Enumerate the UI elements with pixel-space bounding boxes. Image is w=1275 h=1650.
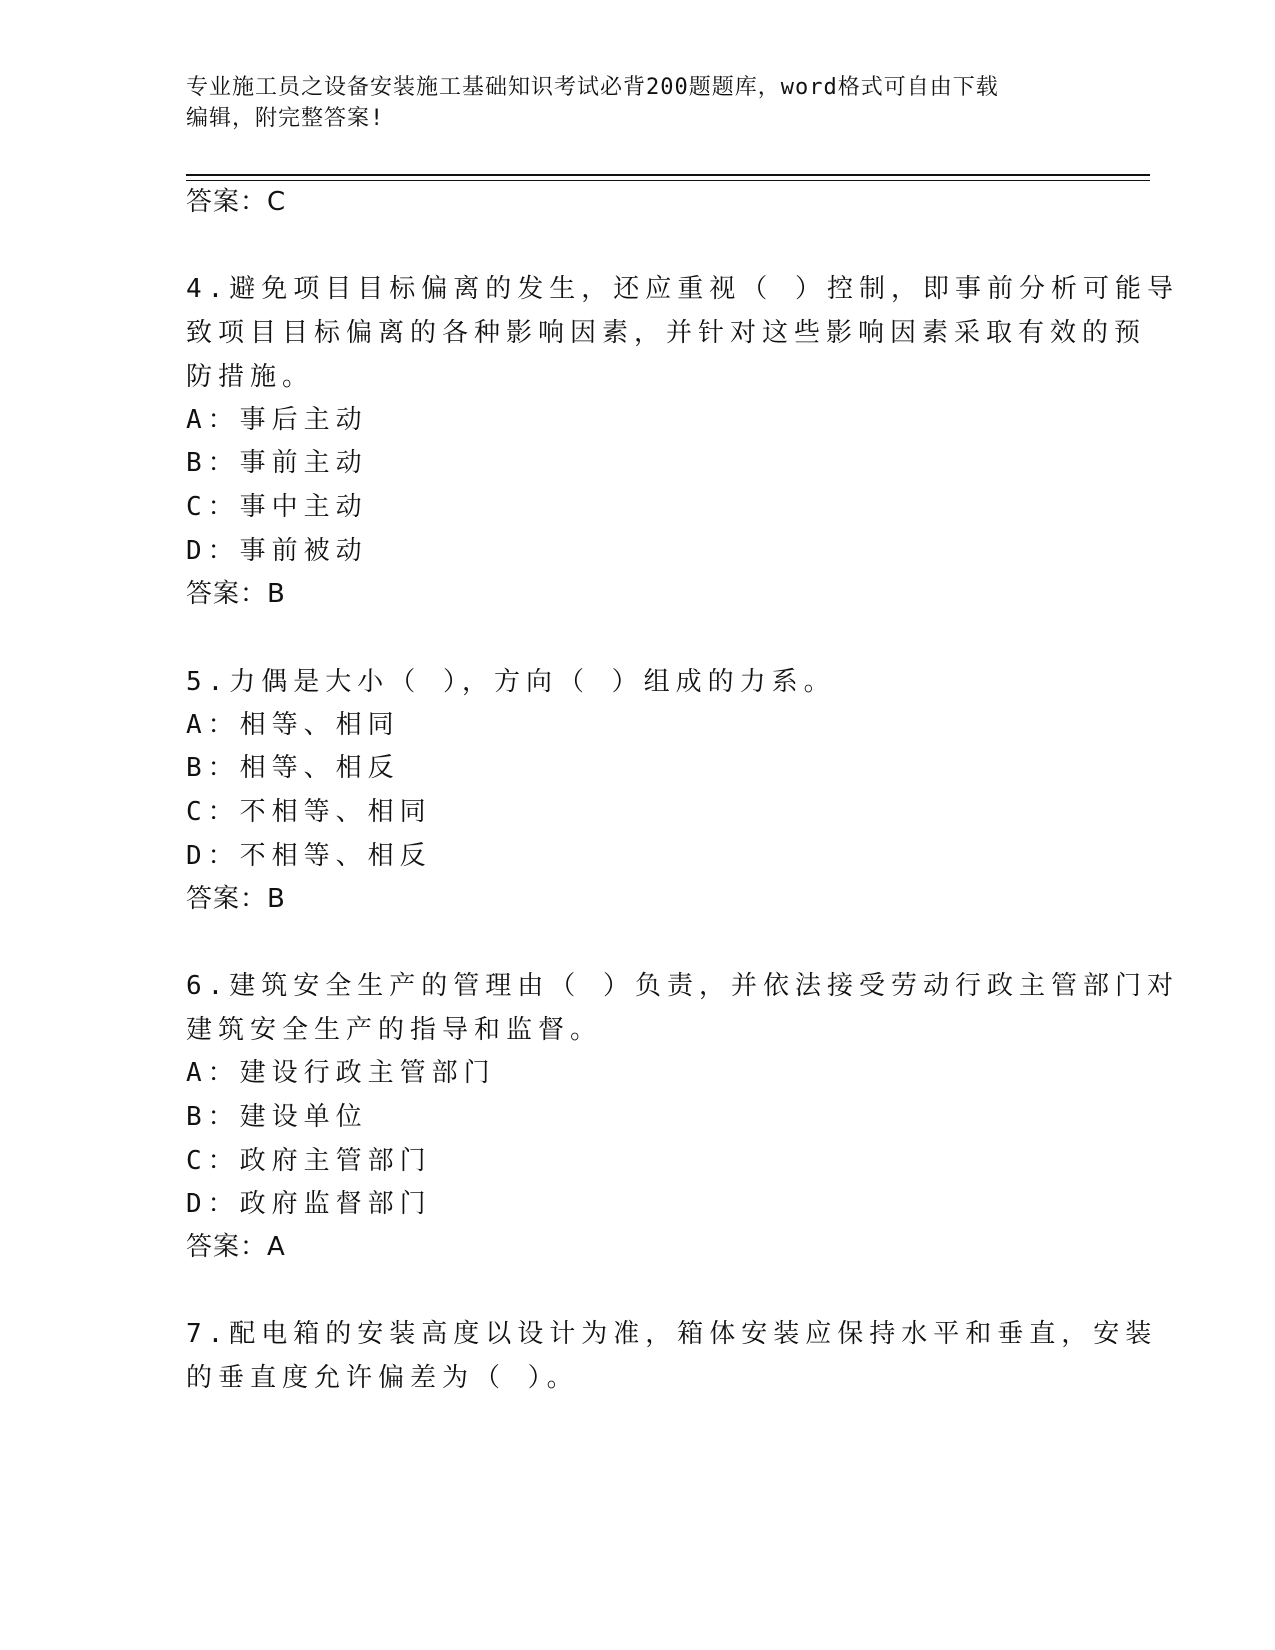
question-5-option-a: A：相等、相同 xyxy=(186,710,400,740)
question-5-line-1: 5.力偶是大小（ ），方向（ ）组成的力系。 xyxy=(186,667,836,697)
question-6-line-1: 6.建筑安全生产的管理由（ ）负责，并依法接受劳动行政主管部门对 xyxy=(186,971,1179,1001)
question-5-option-b: B：相等、相反 xyxy=(186,753,400,783)
question-6-option-a: A：建设行政主管部门 xyxy=(186,1058,496,1088)
question-4-option-d: D：事前被动 xyxy=(186,536,368,566)
question-4-option-c: C：事中主动 xyxy=(186,492,368,522)
question-4-answer: 答案：B xyxy=(186,579,286,609)
question-4-option-b: B：事前主动 xyxy=(186,448,368,478)
question-6-option-c: C：政府主管部门 xyxy=(186,1146,432,1176)
question-4-option-a: A：事后主动 xyxy=(186,405,368,435)
question-6-answer: 答案：A xyxy=(186,1232,286,1262)
question-6-option-b: B：建设单位 xyxy=(186,1102,368,1132)
question-7-line-2: 的垂直度允许偏差为（ ）。 xyxy=(186,1363,579,1393)
question-7-line-1: 7.配电箱的安装高度以设计为准，箱体安装应保持水平和垂直，安装 xyxy=(186,1319,1158,1349)
question-5-option-c: C：不相等、相同 xyxy=(186,797,432,827)
question-5-answer: 答案：B xyxy=(186,884,286,914)
header-rule-thin xyxy=(186,180,1150,181)
question-6-line-2: 建筑安全生产的指导和监督。 xyxy=(186,1015,603,1045)
document-header xyxy=(186,72,1086,134)
question-4-line-1: 4.避免项目目标偏离的发生，还应重视（ ）控制，即事前分析可能导 xyxy=(186,274,1179,304)
header-line-1: 专业施工员之设备安装施工基础知识考试必背200题题库，word格式可自由下载 xyxy=(186,75,999,100)
previous-answer: 答案：C xyxy=(186,187,287,217)
question-5-option-d: D：不相等、相反 xyxy=(186,841,432,871)
question-4-line-2: 致项目目标偏离的各种影响因素，并针对这些影响因素采取有效的预 xyxy=(186,318,1147,348)
header-rule-thick xyxy=(186,174,1150,176)
header-line-2: 编辑，附完整答案! xyxy=(186,106,385,131)
question-4-line-3: 防措施。 xyxy=(186,362,315,392)
question-6-option-d: D：政府监督部门 xyxy=(186,1189,432,1219)
